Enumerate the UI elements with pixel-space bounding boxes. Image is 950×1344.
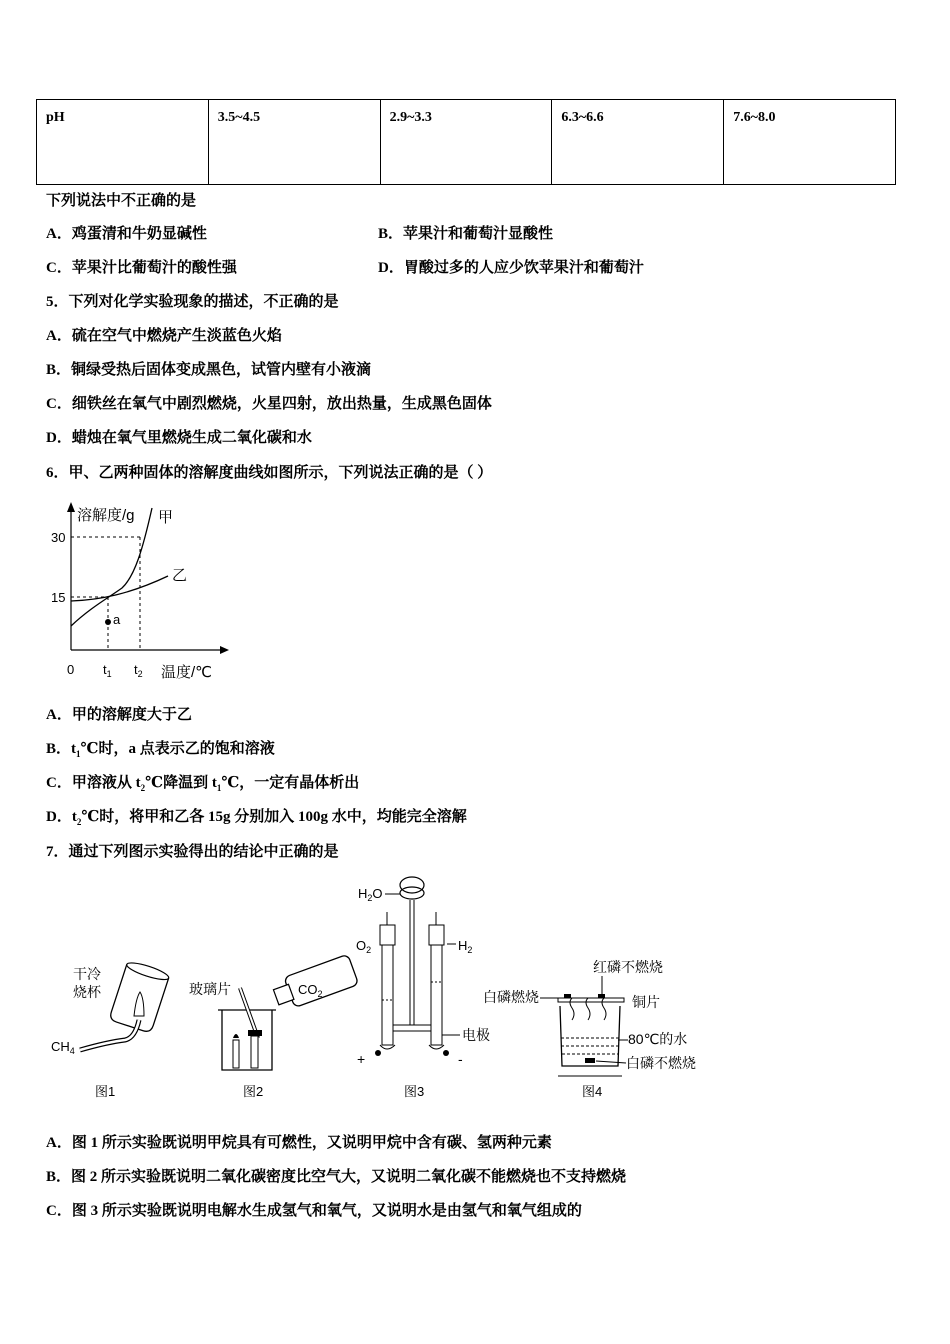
y-axis-label: 溶解度/g [77,507,135,524]
curve-yi-label: 乙 [172,567,188,584]
fig1-gas: $CH_4$ [51,1039,75,1056]
fig3-caption: 图3 [404,1084,425,1099]
q5-option-b: B．铜绿受热后固体变成黑色，试管内壁有小液滴 [46,362,372,378]
table-cell: 7.6~8.0 [724,100,896,185]
experiment-figures [40,870,720,1110]
fig2-label: 玻璃片 [189,981,231,997]
fig4-white-p-top: 白磷燃烧 [483,989,539,1005]
table-cell: 3.5~4.5 [208,100,380,185]
y-tick-15: 15 [51,590,66,605]
fig3-h2: $H_2$ [458,938,473,955]
point-a [105,619,111,625]
q6-stem: 6．甲、乙两种固体的溶解度曲线如图所示，下列说法正确的是（ ） [46,465,493,481]
figure-2 [189,954,359,1099]
fig3-o2: $O_2$ [356,938,372,955]
fig4-copper: 铜片 [632,994,660,1010]
table-cell: pH [37,100,209,185]
q5-stem: 5．下列对化学实验现象的描述，不正确的是 [46,294,339,310]
q4-option-b: B．苹果汁和葡萄汁显酸性 [378,226,554,242]
figure-1 [51,960,170,1099]
figure-3 [356,877,490,1099]
table-row [37,100,896,185]
q7-option-b: B．图 2 所示实验既说明二氧化碳密度比空气大，又说明二氧化碳不能燃烧也不支持燃烧 [46,1169,627,1185]
x-axis-label: 温度/℃ [161,664,213,681]
q7-option-a: A．图 1 所示实验既说明甲烷具有可燃性，又说明甲烷中含有碳、氢两种元素 [46,1135,552,1151]
q4-option-d: D．胃酸过多的人应少饮苹果汁和葡萄汁 [378,260,644,276]
q6-option-a: A．甲的溶解度大于乙 [46,707,192,723]
y-tick-30: 30 [51,530,66,545]
q6-option-c: C．甲溶液从 $t_2℃$降温到 $t_1℃$，一定有晶体析出 [46,775,360,793]
fig4-water: 80℃的水 [628,1031,688,1047]
fig4-white-p-bottom: 白磷不燃烧 [626,1055,696,1071]
fig3-water: $H_2O$ [358,886,383,903]
q7-stem: 7．通过下列图示实验得出的结论中正确的是 [46,844,339,860]
origin-label: 0 [67,662,75,677]
fig3-minus: - [458,1051,463,1067]
q4-option-a: A．鸡蛋清和牛奶显碱性 [46,226,207,242]
q6-option-b: B．$t_1℃$时，a 点表示乙的饱和溶液 [46,741,275,759]
fig1-label-2: 烧杯 [73,984,101,1000]
curve-jia-label: 甲 [158,509,174,526]
fig2-gas: $CO_2$ [298,982,323,999]
q6-option-d: D．$t_2℃$时，将甲和乙各 15g 分别加入 100g 水中，均能完全溶解 [46,809,467,827]
x-tick-t1: $t_1$ [103,662,112,679]
fig4-red-p: 红磷不燃烧 [593,959,663,975]
q7-option-c: C．图 3 所示实验既说明电解水生成氢气和氧气，又说明水是由氢气和氧气组成的 [46,1203,582,1219]
fig1-caption: 图1 [95,1084,116,1099]
point-a-label: a [113,612,121,627]
q4-stem: 下列说法中不正确的是 [46,193,197,209]
q5-option-d: D．蜡烛在氧气里燃烧生成二氧化碳和水 [46,430,312,446]
table-cell: 6.3~6.6 [552,100,724,185]
solubility-graph [40,498,240,688]
q5-option-a: A．硫在空气中燃烧产生淡蓝色火焰 [46,328,282,344]
figure-4 [483,959,696,1099]
x-tick-t2: $t_2$ [134,662,143,679]
fig2-caption: 图2 [243,1084,264,1099]
q5-option-c: C．细铁丝在氧气中剧烈燃烧，火星四射，放出热量，生成黑色固体 [46,396,492,412]
fig1-label-1: 干冷 [73,966,101,982]
q4-option-c: C．苹果汁比葡萄汁的酸性强 [46,260,237,276]
table-cell: 2.9~3.3 [380,100,552,185]
fig3-electrode-label: 电极 [462,1027,490,1043]
ph-table [36,99,896,185]
fig3-plus: + [357,1051,366,1067]
fig4-caption: 图4 [582,1084,603,1099]
